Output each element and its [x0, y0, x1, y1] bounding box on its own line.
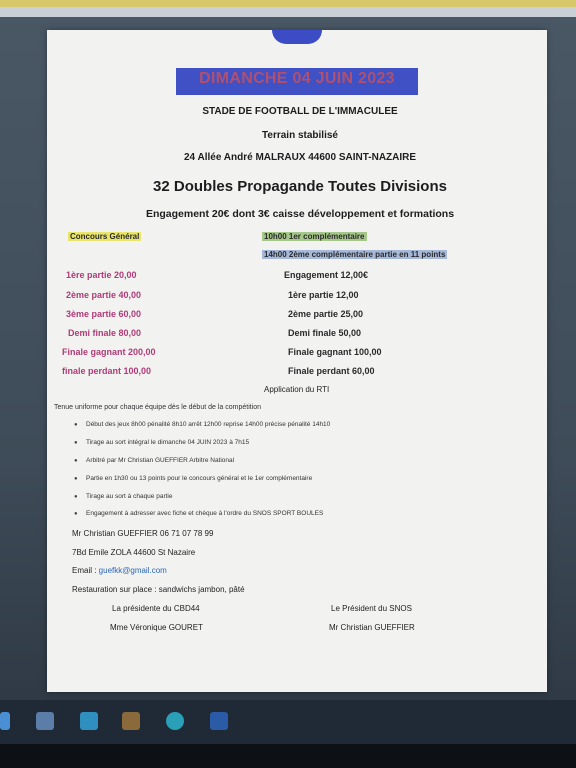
tenue-note: Tenue uniforme pour chaque équipe dès le début de la compétition [54, 404, 262, 411]
edge-icon[interactable] [166, 712, 184, 730]
bullet-icon: ● [74, 511, 78, 517]
email-label: Email : [72, 566, 99, 575]
venue: STADE DE FOOTBALL DE L'IMMACULEE [202, 106, 398, 117]
engagement-info: Engagement 20€ dont 3€ caisse développement et formations [145, 208, 455, 220]
cg-prize-2: 2ème partie 40,00 [66, 290, 142, 300]
page-title: DIMANCHE 04 JUIN 2023 [199, 70, 395, 87]
cg-prize-5: Finale gagnant 200,00 [62, 347, 156, 357]
comp-prize-4: Demi finale 50,00 [288, 328, 362, 338]
window-edge [0, 0, 576, 7]
comp-prize-2: 1ère partie 12,00 [288, 290, 359, 300]
comp-prize-1: Engagement 12,00€ [284, 270, 369, 280]
rule-3: Arbitré par Mr Christian GUEFFIER Arbitre National [86, 457, 235, 464]
rule-6: Engagement à adresser avec fiche et chèque à l'ordre du SNOS SPORT BOULES [86, 510, 324, 517]
bullet-icon: ● [74, 494, 78, 500]
rule-1: Début des jeux 8h00 pénalité 8h10 arrêt 12h00 reprise 14h00 précise pénalité 14h10 [86, 421, 331, 428]
cg-prize-6: finale perdant 100,00 [62, 366, 152, 376]
contact-address: 7Bd Emile ZOLA 44600 St Nazaire [72, 548, 196, 557]
bullet-icon: ● [74, 458, 78, 464]
mail-icon[interactable] [36, 712, 54, 730]
right-signature-name: Mr Christian GUEFFIER [329, 623, 415, 632]
rule-2: Tirage au sort intégral le dimanche 04 JUIN 2023 à 7h15 [86, 439, 250, 446]
complementaire-2-label: 14h00 2ème complémentaire partie en 11 points [264, 250, 446, 259]
event-title: 32 Doubles Propagande Toutes Divisions [153, 178, 447, 195]
rti-note: Application du RTI [264, 385, 330, 394]
window-titlebar [0, 7, 576, 17]
cg-prize-3: 3ème partie 60,00 [66, 309, 142, 319]
complementaire-1-label: 10h00 1er complémentaire [264, 232, 365, 241]
email-link[interactable]: guefkk@gmail.com [98, 566, 167, 575]
bullet-icon: ● [74, 476, 78, 482]
rule-5: Tirage au sort à chaque partie [86, 493, 173, 500]
monitor-bezel [0, 744, 576, 768]
left-signature-role: La présidente du CBD44 [112, 604, 200, 613]
comp-prize-6: Finale perdant 60,00 [288, 366, 375, 376]
right-signature-role: Le Président du SNOS [331, 604, 412, 613]
address: 24 Allée André MALRAUX 44600 SAINT-NAZAIRE [183, 152, 417, 163]
bullet-icon: ● [74, 422, 78, 428]
cg-prize-4: Demi finale 80,00 [68, 328, 142, 338]
comp-prize-5: Finale gagnant 100,00 [288, 347, 382, 357]
contact-email-row [72, 566, 167, 575]
concours-general-label: Concours Général [70, 232, 140, 241]
comp-prize-3: 2ème partie 25,00 [288, 309, 364, 319]
food-note: Restauration sur place : sandwichs jambon, pâté [72, 585, 245, 594]
left-signature-name: Mme Véronique GOURET [110, 623, 203, 632]
bullet-icon: ● [74, 440, 78, 446]
cg-prize-1: 1ère partie 20,00 [66, 270, 137, 280]
terrain: Terrain stabilisé [262, 130, 338, 141]
file-icon[interactable] [0, 712, 10, 730]
rule-4: Partie en 1h30 ou 13 points pour le concours général et le 1er complémentaire [86, 475, 313, 482]
word-icon[interactable] [210, 712, 228, 730]
store-icon[interactable] [122, 712, 140, 730]
contact-name: Mr Christian GUEFFIER 06 71 07 78 99 [72, 529, 214, 538]
decorative-logo [272, 30, 322, 44]
photos-icon[interactable] [80, 712, 98, 730]
